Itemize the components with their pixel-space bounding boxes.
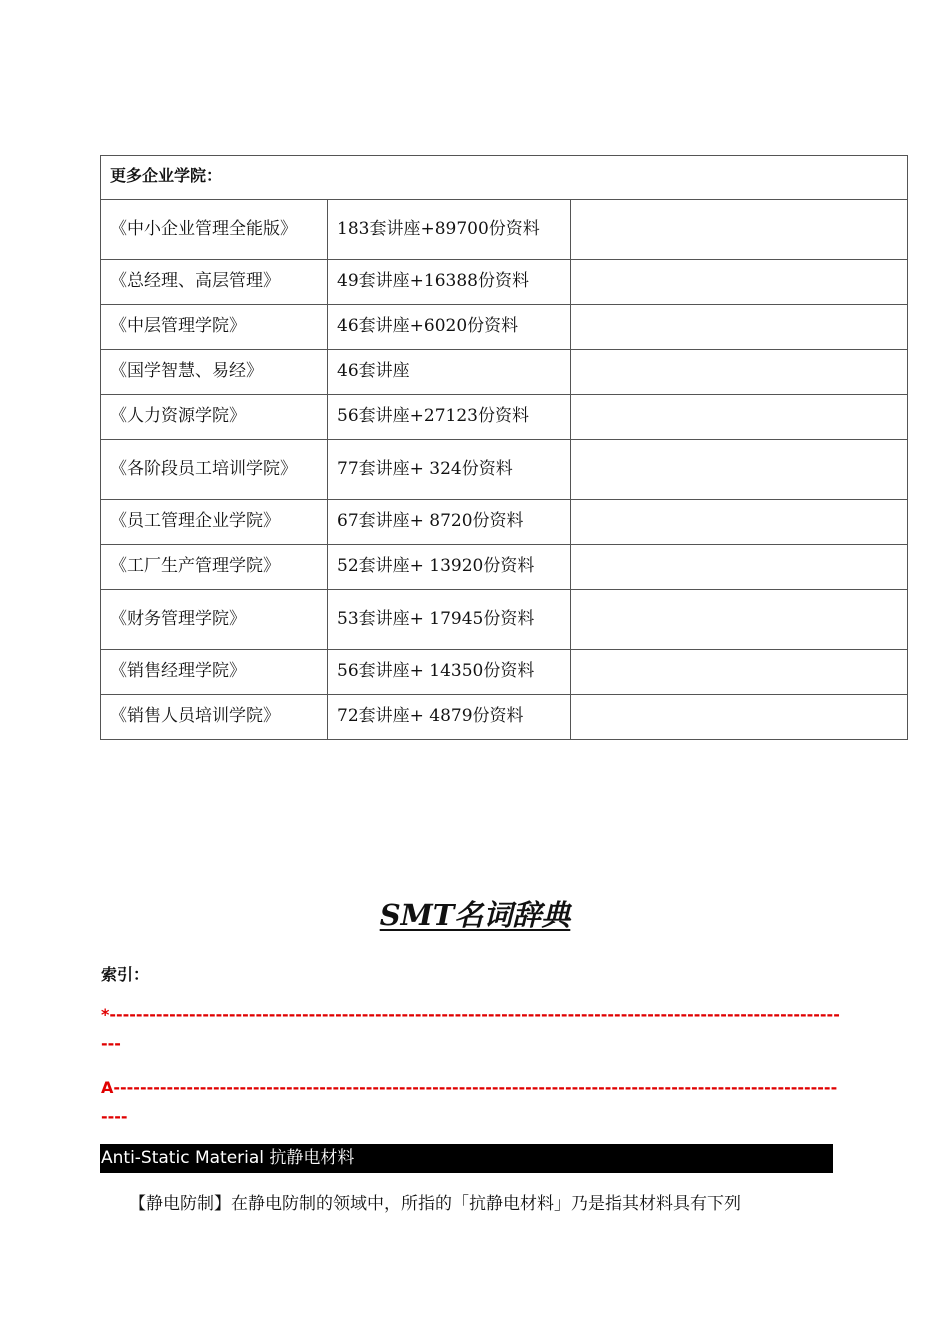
course-note [571, 440, 908, 500]
table-row [101, 305, 908, 350]
course-name: 《中小企业管理全能版》 [101, 200, 328, 260]
page-title-text: SMT名词辞典 [379, 898, 571, 932]
course-note [571, 260, 908, 305]
course-name: 《销售人员培训学院》 [101, 695, 328, 740]
course-note [571, 695, 908, 740]
course-desc: 77套讲座+ 324份资料 [328, 440, 571, 500]
table-row [101, 440, 908, 500]
course-desc: 72套讲座+ 4879份资料 [328, 695, 571, 740]
enterprise-college-table [100, 155, 908, 740]
course-name: 《人力资源学院》 [101, 395, 328, 440]
course-name: 《员工管理企业学院》 [101, 500, 328, 545]
course-name: 《各阶段员工培训学院》 [101, 440, 328, 500]
course-desc: 53套讲座+ 17945份资料 [328, 590, 571, 650]
course-name: 《销售经理学院》 [101, 650, 328, 695]
table-row [101, 395, 908, 440]
course-desc: 46套讲座 [328, 350, 571, 395]
course-desc: 56套讲座+27123份资料 [328, 395, 571, 440]
course-note [571, 590, 908, 650]
course-name: 《总经理、高层管理》 [101, 260, 328, 305]
section-heading: Anti-Static Material 抗静电材料 [100, 1144, 833, 1173]
course-note [571, 395, 908, 440]
course-note [571, 305, 908, 350]
course-note [571, 650, 908, 695]
course-name: 《国学智慧、易经》 [101, 350, 328, 395]
table-row [101, 350, 908, 395]
course-desc: 183套讲座+89700份资料 [328, 200, 571, 260]
course-name: 《工厂生产管理学院》 [101, 545, 328, 590]
course-desc: 52套讲座+ 13920份资料 [328, 545, 571, 590]
table-row [101, 650, 908, 695]
page-title [0, 893, 950, 934]
course-desc: 67套讲座+ 8720份资料 [328, 500, 571, 545]
separator-a: A----------------------------------------------------------------------------------------------------------------- [101, 1078, 838, 1126]
course-note [571, 350, 908, 395]
index-label: 索引： [101, 965, 150, 984]
table-row [101, 200, 908, 260]
table-row [101, 590, 908, 650]
course-desc: 49套讲座+16388份资料 [328, 260, 571, 305]
table-row [101, 500, 908, 545]
course-note [571, 200, 908, 260]
course-note [571, 545, 908, 590]
table-header: 更多企业学院： [101, 156, 908, 200]
course-name: 《中层管理学院》 [101, 305, 328, 350]
course-name: 《财务管理学院》 [101, 590, 328, 650]
separator-star: *----------------------------------------------------------------------------------------------------------------- [101, 1005, 840, 1053]
body-paragraph: 【静电防制】在静电防制的领域中，所指的「抗静电材料」乃是指其材料具有下列 [129, 1194, 741, 1214]
table-row [101, 260, 908, 305]
course-note [571, 500, 908, 545]
table-row [101, 545, 908, 590]
table-header-row [101, 156, 908, 200]
table-row [101, 695, 908, 740]
course-desc: 56套讲座+ 14350份资料 [328, 650, 571, 695]
course-desc: 46套讲座+6020份资料 [328, 305, 571, 350]
